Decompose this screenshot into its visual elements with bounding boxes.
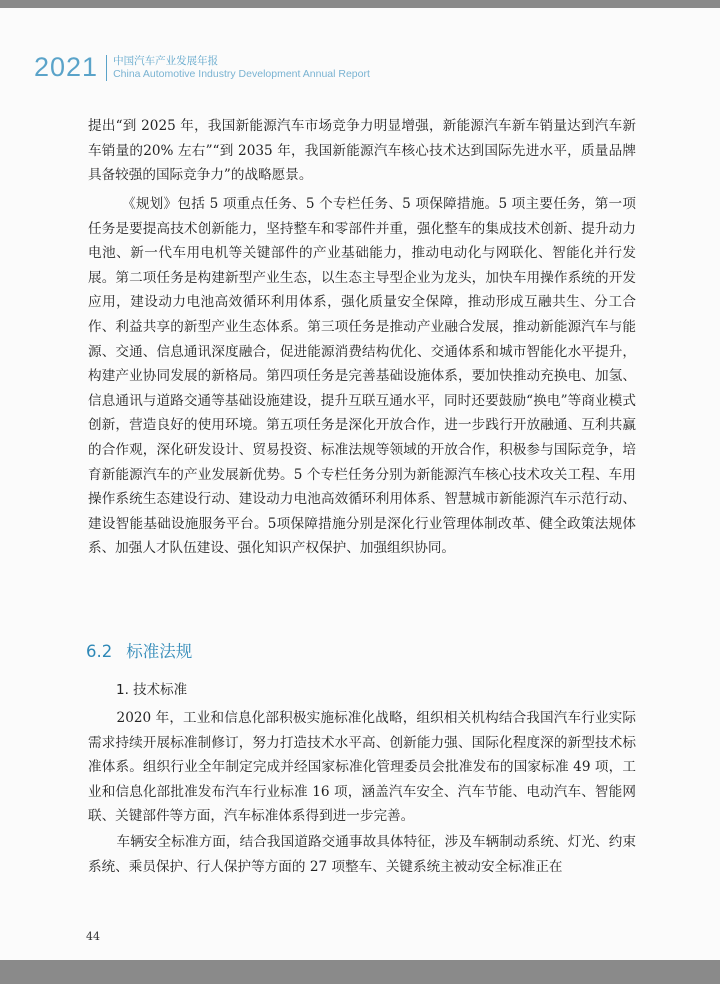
body-paragraph-3: 2020 年，工业和信息化部积极实施标准化战略，组织相关机构结合我国汽车行业实际需求持续开展标准制修订，努力打造技术水平高、创新能力强、国际化程度深的新型技术标准体系。组织行业全年制定完成并经国家标准化管理委员会批准发布的国家标准 49 项，工业和信息化部批准发布汽车行业标准 16 项，涵盖汽车安全、汽车节能、电动汽车、智能网联、关键部件等方面，汽车标准体系得到进一步完善。 — [88, 710, 636, 825]
header-divider — [106, 55, 107, 81]
page-number: 44 — [86, 930, 100, 943]
subsection-heading: 1. 技术标准 — [116, 682, 188, 698]
bottom-border — [0, 960, 720, 972]
section-number: 6.2 — [86, 642, 113, 661]
body-paragraph-4: 车辆安全标准方面，结合我国道路交通事故具体特征，涉及车辆制动系统、灯光、约束系统、乘员保护、行人保护等方面的 27 项整车、关键系统主被动安全标准正在 — [88, 834, 636, 875]
report-title-en: China Automotive Industry Development Annual Report — [113, 67, 370, 80]
report-title-cn: 中国汽车产业发展年报 — [113, 54, 219, 67]
header-report-title — [113, 55, 370, 81]
body-paragraph-1: 提出“到 2025 年，我国新能源汽车市场竞争力明显增强，新能源汽车新车销量达到汽车新车销量的20% 左右”“到 2035 年，我国新能源汽车核心技术达到国际先进水平，质量品牌具备较强的国际竞争力”的战略愿景。 — [88, 118, 636, 184]
document-page — [0, 8, 720, 972]
page-header — [34, 52, 370, 83]
header-year: 2021 — [34, 52, 99, 82]
section-title: 标准法规 — [126, 642, 193, 661]
body-paragraph-2: 《规划》包括 5 项重点任务、5 个专栏任务、5 项保障措施。5 项主要任务，第一项任务是要提高技术创新能力，坚持整车和零部件并重，强化整车的集成技术创新、提升动力电池、新一代车用电机等关键部件的产业基础能力，推动电动化与网联化、智能化并行发展。第二项任务是构建新型产业生态，以生态主导型企业为龙头，加快车用操作系统的开发应用，建设动力电池高效循环利用体系，强化质量安全保障，推动形成互融共生、分工合作、利益共享的新型产业生态体系。第三项任务是推动产业融合发展，推动新能源汽车与能源、交通、信息通讯深度融合，促进能源消费结构优化、交通体系和城市智能化水平提升，构建产业协同发展的新格局。第四项任务是完善基础设施体系，要加快推动充换电、加氢、信息通讯与道路交通等基础设施建设，提升互联互通水平，同时还要鼓励“换电”等商业模式创新，营造良好的使用环境。第五项任务是深化开放合作，进一步践行开放融通、互利共赢的合作观，深化研发设计、贸易投资、标准法规等领域的开放合作，积极参与国际竞争，培育新能源汽车的产业发展新优势。5 个专栏任务分别为新能源汽车核心技术攻关工程、车用操作系统生态建设行动、建设动力电池高效循环利用体系、智慧城市新能源汽车示范行动、建设智能基础设施服务平台。5项保障措施分别是深化行业管理体制改革、健全政策法规体系、加强人才队伍建设、强化知识产权保护、加强组织协同。 — [88, 196, 636, 557]
section-heading — [86, 638, 192, 662]
